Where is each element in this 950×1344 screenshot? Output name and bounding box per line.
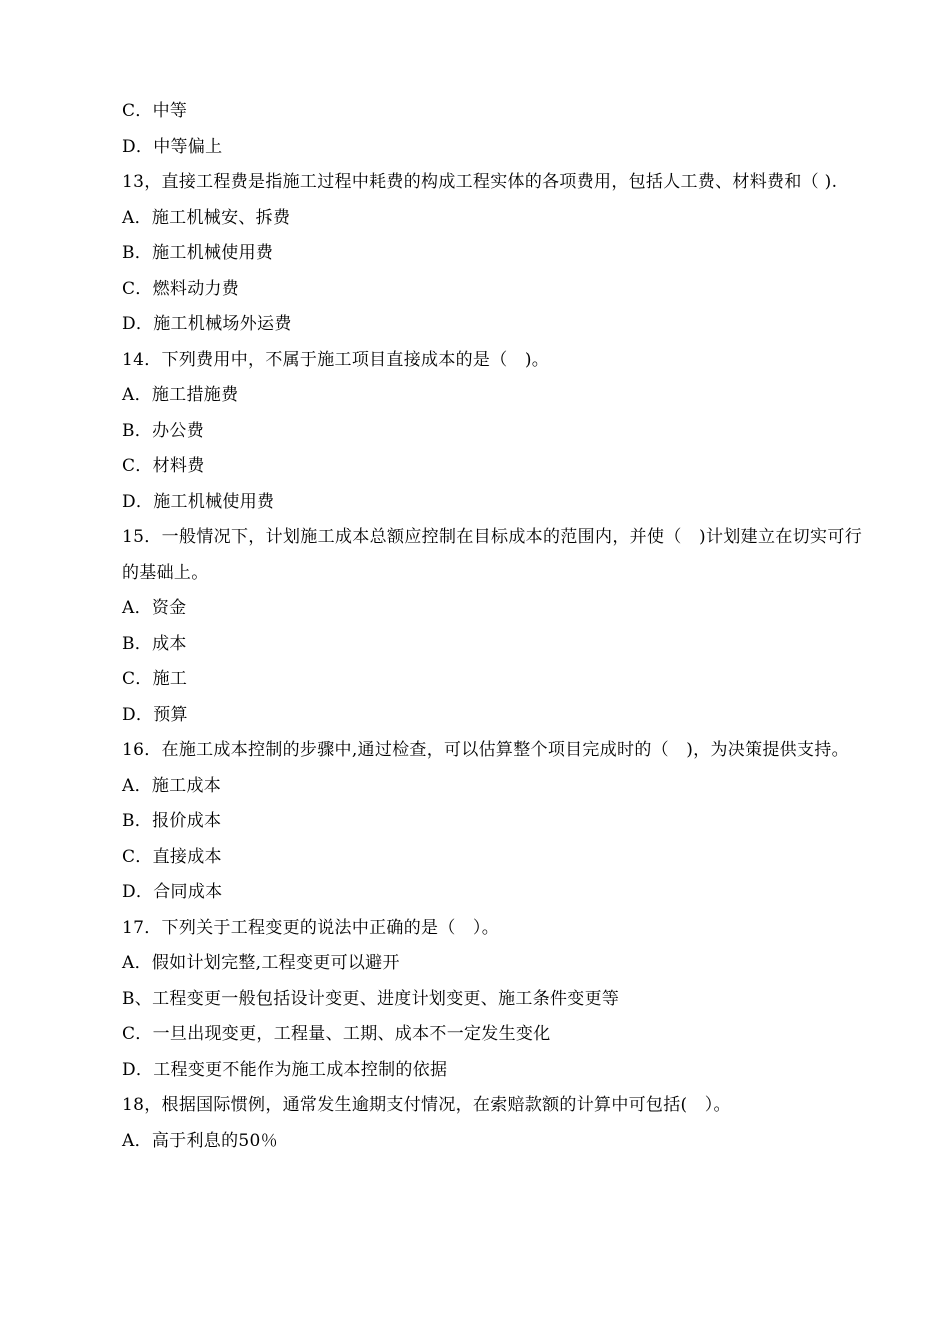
option-b-q13: B．施工机械使用费 [122,243,274,263]
option-c-q12: C．中等 [122,101,188,121]
option-c-q13: C．燃料动力费 [122,278,240,299]
question-13: 13，直接工程费是指施工过程中耗费的构成工程实体的各项费用，包括人工费、材料费和（ ). [122,172,838,192]
option-b-q16: B．报价成本 [122,811,222,831]
option-b-q15: B．成本 [122,633,187,654]
option-a-q14: A．施工措施费 [122,385,239,405]
option-c-q16: C．直接成本 [122,846,222,867]
option-d-q14: D．施工机械使用费 [122,491,275,512]
option-b-q14: B．办公费 [122,420,204,441]
option-c-q14: C．材料费 [122,456,205,476]
question-14: 14．下列费用中，不属于施工项目直接成本的是（ )。 [122,349,550,370]
option-a-q15: A．资金 [122,598,187,618]
option-d-q13: D．施工机械场外运费 [122,314,292,334]
option-a-q13: A．施工机械安、拆费 [122,207,291,228]
document-content [122,94,862,1159]
option-d-q16: D．合同成本 [122,882,223,902]
option-d-q17: D．工程变更不能作为施工成本控制的依据 [122,1059,448,1080]
option-c-q15: C．施工 [122,669,188,689]
option-a-q18: A．高于利息的50％ [122,1130,278,1151]
option-b-q17: B、工程变更一般包括设计变更、进度计划变更、施工条件变更等 [122,988,620,1009]
option-d-q15: D．预算 [122,704,188,725]
question-16: 16．在施工成本控制的步骤中,通过检查，可以估算整个项目完成时的（ )，为决策提供支持。 [122,740,849,760]
question-17: 17．下列关于工程变更的说法中正确的是（ ）。 [122,917,500,938]
question-18: 18，根据国际惯例，通常发生逾期支付情况，在索赔款额的计算中可包括( ）。 [122,1095,731,1115]
option-a-q17: A．假如计划完整,工程变更可以避开 [122,953,400,973]
question-15: 15．一般情况下，计划施工成本总额应控制在目标成本的范围内，并使（ )计划建立在切实可行的基础上。 [122,527,862,583]
option-c-q17: C．一旦出现变更，工程量、工期、成本不一定发生变化 [122,1024,551,1044]
option-a-q16: A．施工成本 [122,775,222,796]
option-d-q12: D．中等偏上 [122,136,223,157]
